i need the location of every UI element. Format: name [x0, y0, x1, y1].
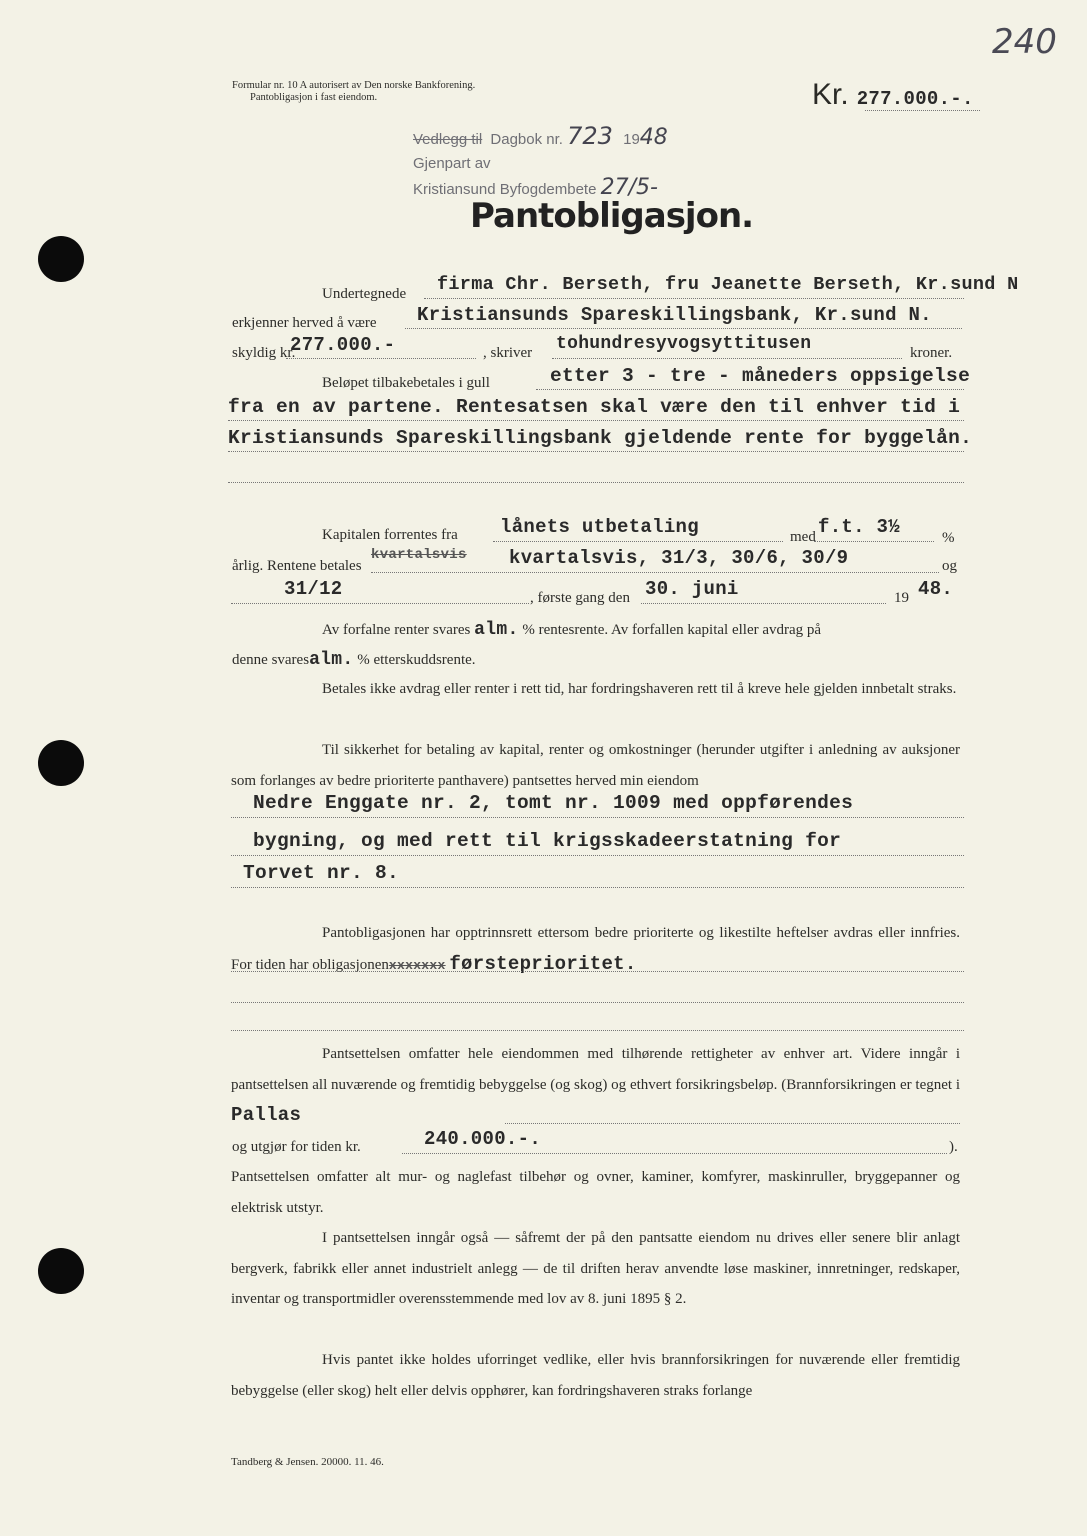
document-title: Pantobligasjon. [470, 196, 754, 236]
paragraph-industri: I pantsettelsen inngår også — såfremt der på den pantsatte eiendom nu drives eller senere blir anlagt bergverk, fabrikk eller annet industrielt anlegg — de til driften herav anvendte løse maskiner, innretninger, redskaper, inventar og transportmidler overensstemmende med lov av 8. juni 1895 § 2. [231, 1230, 960, 1307]
forfalne-line [322, 620, 821, 640]
stamp-line-2: Gjenpart av [413, 155, 491, 172]
repayment-line-3: Kristiansunds Spareskillingsbank gjeldende rente for byggelån. [228, 427, 973, 449]
year-prefix: 19 [894, 590, 909, 606]
year-value: 48. [918, 578, 954, 600]
priority-value: førsteprioritet. [449, 952, 637, 975]
page-number: 240 [992, 22, 1057, 62]
paragraph-coverage [231, 1039, 960, 1132]
forste-value: 30. juni [645, 578, 739, 600]
undertegnede-value: firma Chr. Berseth, fru Jeanette Berseth, Kr.sund N [437, 274, 1019, 295]
printer-imprint: Tandberg & Jensen. 20000. 11. 46. [231, 1456, 384, 1468]
property-line-1: Nedre Enggate nr. 2, tomt nr. 1009 med oppførendes [253, 792, 854, 814]
paragraph-betales: Betales ikke avdrag eller renter i rett tid, har fordringshaveren rett til å kreve hele gjelden innbetalt straks. [322, 681, 957, 697]
paragraph-vedlike: Hvis pantet ikke holdes uforringet vedlike, eller hvis brannforsikringen for nuværende eller fremtidig bebyggelse (eller skog) helt eller delvis opphører, kan fordringshaveren straks forlange [231, 1352, 960, 1399]
kapital-value: lånets utbetaling [500, 516, 699, 538]
stamp-dagbok-number: 723 [567, 122, 613, 150]
undertegnede-label: Undertegnede [322, 286, 407, 302]
paragraph-tilbehor: Pantsettelsen omfatter alt mur- og naglefast tilbehør og ovner, kaminer, komfyrer, maskinruller, bryggepanner og elektrisk utstyr. [231, 1169, 960, 1216]
property-line-2: bygning, og med rett til krigsskadeerstatning for [253, 830, 842, 852]
med-label: med [790, 529, 816, 545]
insurer-value: Pallas [231, 1104, 302, 1126]
utgjor-value: 240.000.-. [424, 1128, 542, 1150]
priority-text: Pantobligasjonen har opptrinnsrett ettersom bedre prioriterte og likestilte heftelser avdras eller innfries. [322, 925, 960, 941]
due-value: 31/12 [284, 578, 343, 600]
priority-struck: xxxxxxx [388, 957, 446, 973]
kapital-label: Kapitalen forrentes fra [322, 527, 458, 543]
denne-value: alm. [309, 650, 354, 670]
stamp-year: 48 [639, 125, 668, 150]
skriver-value: tohundresyvogsyttitusen [556, 334, 812, 354]
amount-header [812, 78, 974, 112]
erkjenner-value: Kristiansunds Spareskillingsbank, Kr.sund N. [417, 304, 932, 326]
struck-text: kvartalsvis [371, 547, 467, 563]
stamp-office: Kristiansund Byfogdembete [413, 181, 597, 198]
skyldig-label: skyldig kr. [232, 345, 296, 361]
forfalne-rest: % rentesrente. Av forfallen kapital eller avdrag på [522, 622, 822, 638]
property-line-3: Torvet nr. 8. [243, 862, 400, 884]
form-line-1: Formular nr. 10 A autorisert av Den norske Bankforening. [232, 80, 476, 91]
utgjor-label: og utgjør for tiden kr. [232, 1139, 361, 1155]
stamp-date: 27/5- [600, 175, 658, 200]
stamp-dagbok-label: Dagbok nr. [490, 131, 563, 148]
punch-hole-bottom [38, 1248, 84, 1294]
forste-label: , første gang den [530, 590, 630, 606]
percent-sign: % [942, 530, 955, 546]
erkjenner-label: erkjenner herved å være [232, 315, 377, 331]
registration-stamp [413, 124, 668, 202]
form-reference [232, 80, 475, 104]
coverage-text: Pantsettelsen omfatter hele eiendommen med tilhørende rettigheter av enhver art. Videre inngår i pantsettelsen all nuværende og fremtidig bebyggelse (og skog) og ethvert forsikringsbeløp. (Brannforsikringen er tegnet i [231, 1046, 960, 1093]
punch-hole-top [38, 236, 84, 282]
og-label: og [942, 558, 957, 574]
amount-value: 277.000.-. [856, 88, 974, 110]
form-line-2: Pantobligasjon i fast eiendom. [250, 92, 378, 103]
rate-value: f.t. 3½ [818, 516, 900, 538]
punch-hole-middle [38, 740, 84, 786]
stamp-struck-label: Vedlegg til [413, 131, 483, 148]
denne-rest: % etterskuddsrente. [357, 652, 476, 668]
forfalne-label: Av forfalne renter svares [322, 622, 471, 638]
skriver-label: , skriver [483, 345, 533, 361]
repayment-label: Beløpet tilbakebetales i gull [322, 375, 490, 391]
paragraph-sikkerhet: Til sikkerhet for betaling av kapital, renter og omkostninger (herunder utgifter i anledning av auksjoner som forlanges av bedre prioriterte panthavere) pantsettes herved min eiendom [231, 742, 960, 789]
forfalne-value: alm. [474, 620, 519, 640]
stamp-year-prefix: 19 [623, 131, 640, 148]
repayment-line-1: etter 3 - tre - måneders oppsigelse [550, 365, 971, 387]
stamp-line-1 [413, 124, 668, 152]
repayment-line-2: fra en av partene. Rentesatsen skal være den til enhver tid i [228, 396, 961, 418]
amount-label: Kr. [812, 78, 849, 111]
denne-line [232, 650, 476, 670]
priority-text-2: For tiden har obligasjonen [231, 956, 389, 973]
arlig-label: årlig. Rentene betales [232, 558, 362, 574]
kroner-label: kroner. [910, 345, 953, 361]
denne-label: denne svares [232, 652, 310, 668]
betales-value: kvartalsvis, 31/3, 30/6, 30/9 [509, 547, 849, 569]
close-paren: ). [949, 1139, 958, 1155]
skyldig-value: 277.000.- [290, 334, 396, 356]
